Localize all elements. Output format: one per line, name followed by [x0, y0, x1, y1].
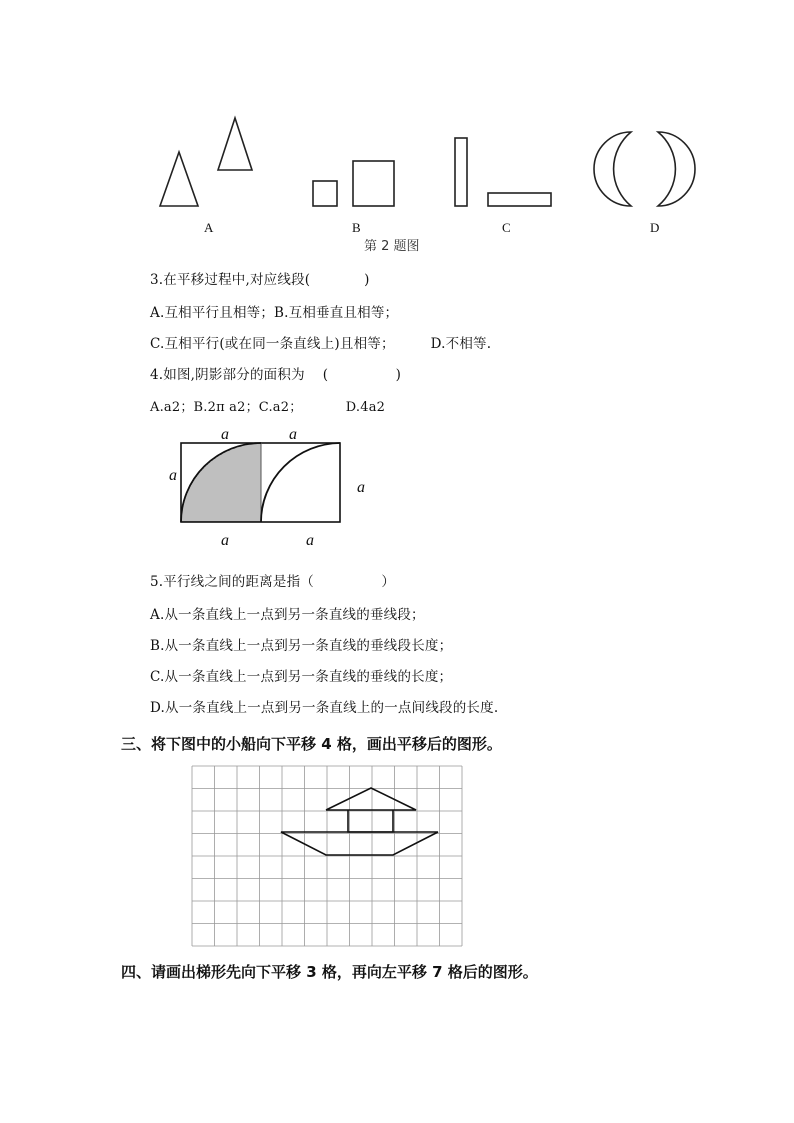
q4-label-right: a: [357, 479, 365, 496]
fig2-caption: 第 2 题图: [364, 239, 420, 254]
q5-option-a: A.从一条直线上一点到另一条直线的垂线段；: [150, 607, 425, 623]
q4-label-bottom-left: a: [221, 532, 229, 549]
fig2-label-a: A: [204, 220, 214, 235]
q3-options-line1: A.互相平行且相等；B.互相垂直且相等；: [150, 305, 399, 321]
boat-cabin-body: [348, 810, 393, 832]
fig2-label-d: D: [650, 220, 660, 235]
q4-label-top-left: a: [221, 426, 229, 443]
section3-title: 三、将下图中的小船向下平移 4 格，画出平移后的图形。: [121, 735, 502, 753]
q4-label-top-right: a: [289, 426, 297, 443]
q3-options-line2: C.互相平行(或在同一条直线上)且相等； D.不相等.: [150, 336, 492, 352]
section4-title: 四、请画出梯形先向下平移 3 格，再向左平移 7 格后的图形。: [121, 963, 538, 981]
fig2-label-b: B: [352, 220, 361, 235]
q5-option-d: D.从一条直线上一点到另一条直线上的一点间线段的长度.: [150, 700, 499, 716]
fig2-label-c: C: [502, 220, 511, 235]
q4-options: A.a2；B.2π a2；C.a2； D.4a2: [150, 400, 386, 415]
boat-cabin-roof: [326, 788, 416, 810]
q5-option-c: C.从一条直线上一点到另一条直线的垂线的长度；: [150, 669, 453, 685]
q4-label-left: a: [169, 467, 177, 484]
q5-stem: 5.平行线之间的距离是指（ ）: [150, 574, 396, 590]
q3-stem: 3.在平移过程中,对应线段( ): [150, 272, 370, 288]
q5-option-b: B.从一条直线上一点到另一条直线的垂线段长度；: [150, 638, 453, 654]
q4-stem: 4.如图,阴影部分的面积为 ( ): [150, 367, 402, 383]
q4-label-bottom-right: a: [306, 532, 314, 549]
